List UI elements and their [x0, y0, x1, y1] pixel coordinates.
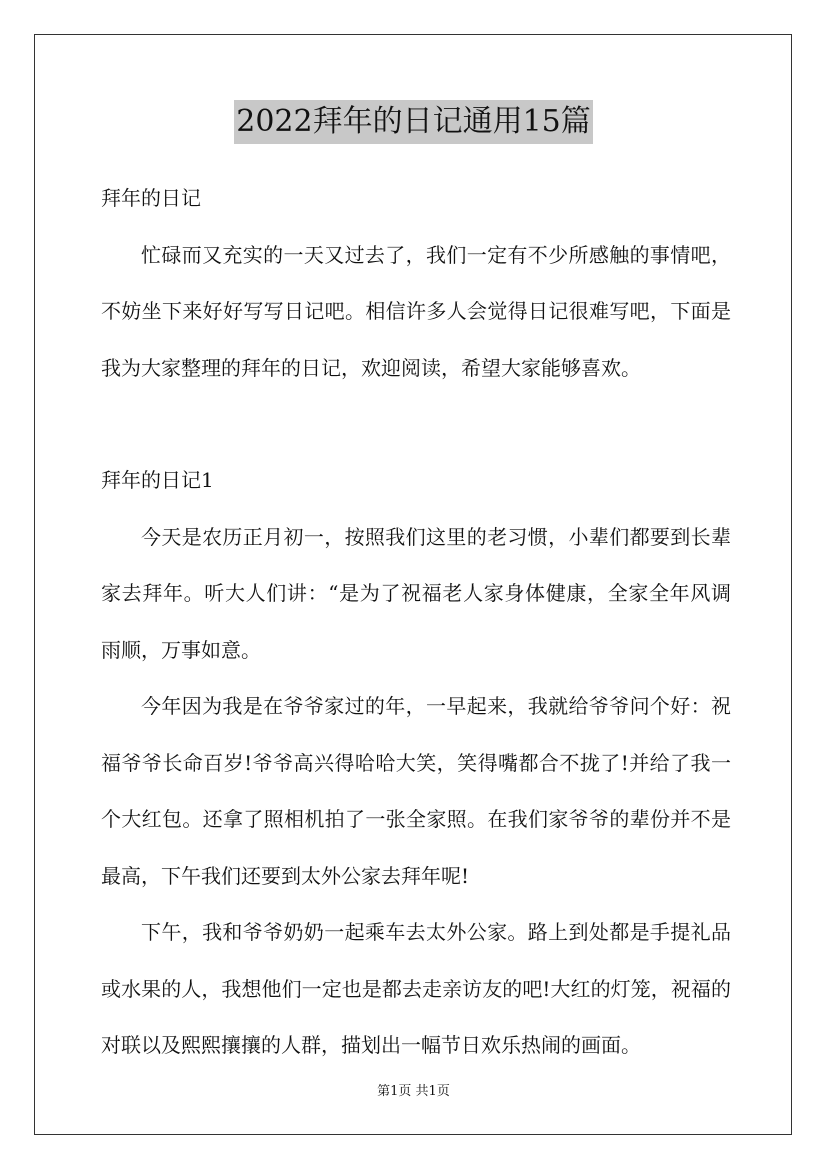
page-footer: 第1页 共1页 — [377, 1084, 450, 1099]
document-body — [101, 170, 731, 1074]
paragraph: 下午，我和爷爷奶奶一起乘车去太外公家。路上到处都是手提礼品或水果的人，我想他们一定也是都去走亲访友的吧!大红的灯笼，祝福的对联以及熙熙攘攘的人群，描划出一幅节日欢乐热闹的画面。 — [101, 920, 731, 1057]
section-spacer — [101, 396, 731, 452]
paragraph: 今天是农历正月初一，按照我们这里的老习惯，小辈们都要到长辈家去拜年。听大人们讲：“是为了祝福老人家身体健康，全家全年风调雨顺，万事如意。 — [101, 524, 731, 662]
title-container — [0, 100, 827, 144]
paragraph: 忙碌而又充实的一天又过去了，我们一定有不少所感触的事情吧，不妨坐下来好好写写日记吧。相信许多人会觉得日记很难写吧，下面是我为大家整理的拜年的日记，欢迎阅读，希望大家能够喜欢。 — [101, 242, 731, 380]
section-heading: 拜年的日记 — [101, 186, 201, 210]
paragraph: 今年因为我是在爷爷家过的年，一早起来，我就给爷爷问个好：祝福爷爷长命百岁!爷爷高兴得哈哈大笑，笑得嘴都合不拢了!并给了我一个大红包。还拿了照相机拍了一张全家照。在我们家爷爷的辈份并不是最高，下午我们还要到太外公家去拜年呢! — [101, 694, 731, 888]
section-heading: 拜年的日记1 — [101, 468, 214, 492]
document-title: 2022拜年的日记通用15篇 — [234, 100, 593, 144]
